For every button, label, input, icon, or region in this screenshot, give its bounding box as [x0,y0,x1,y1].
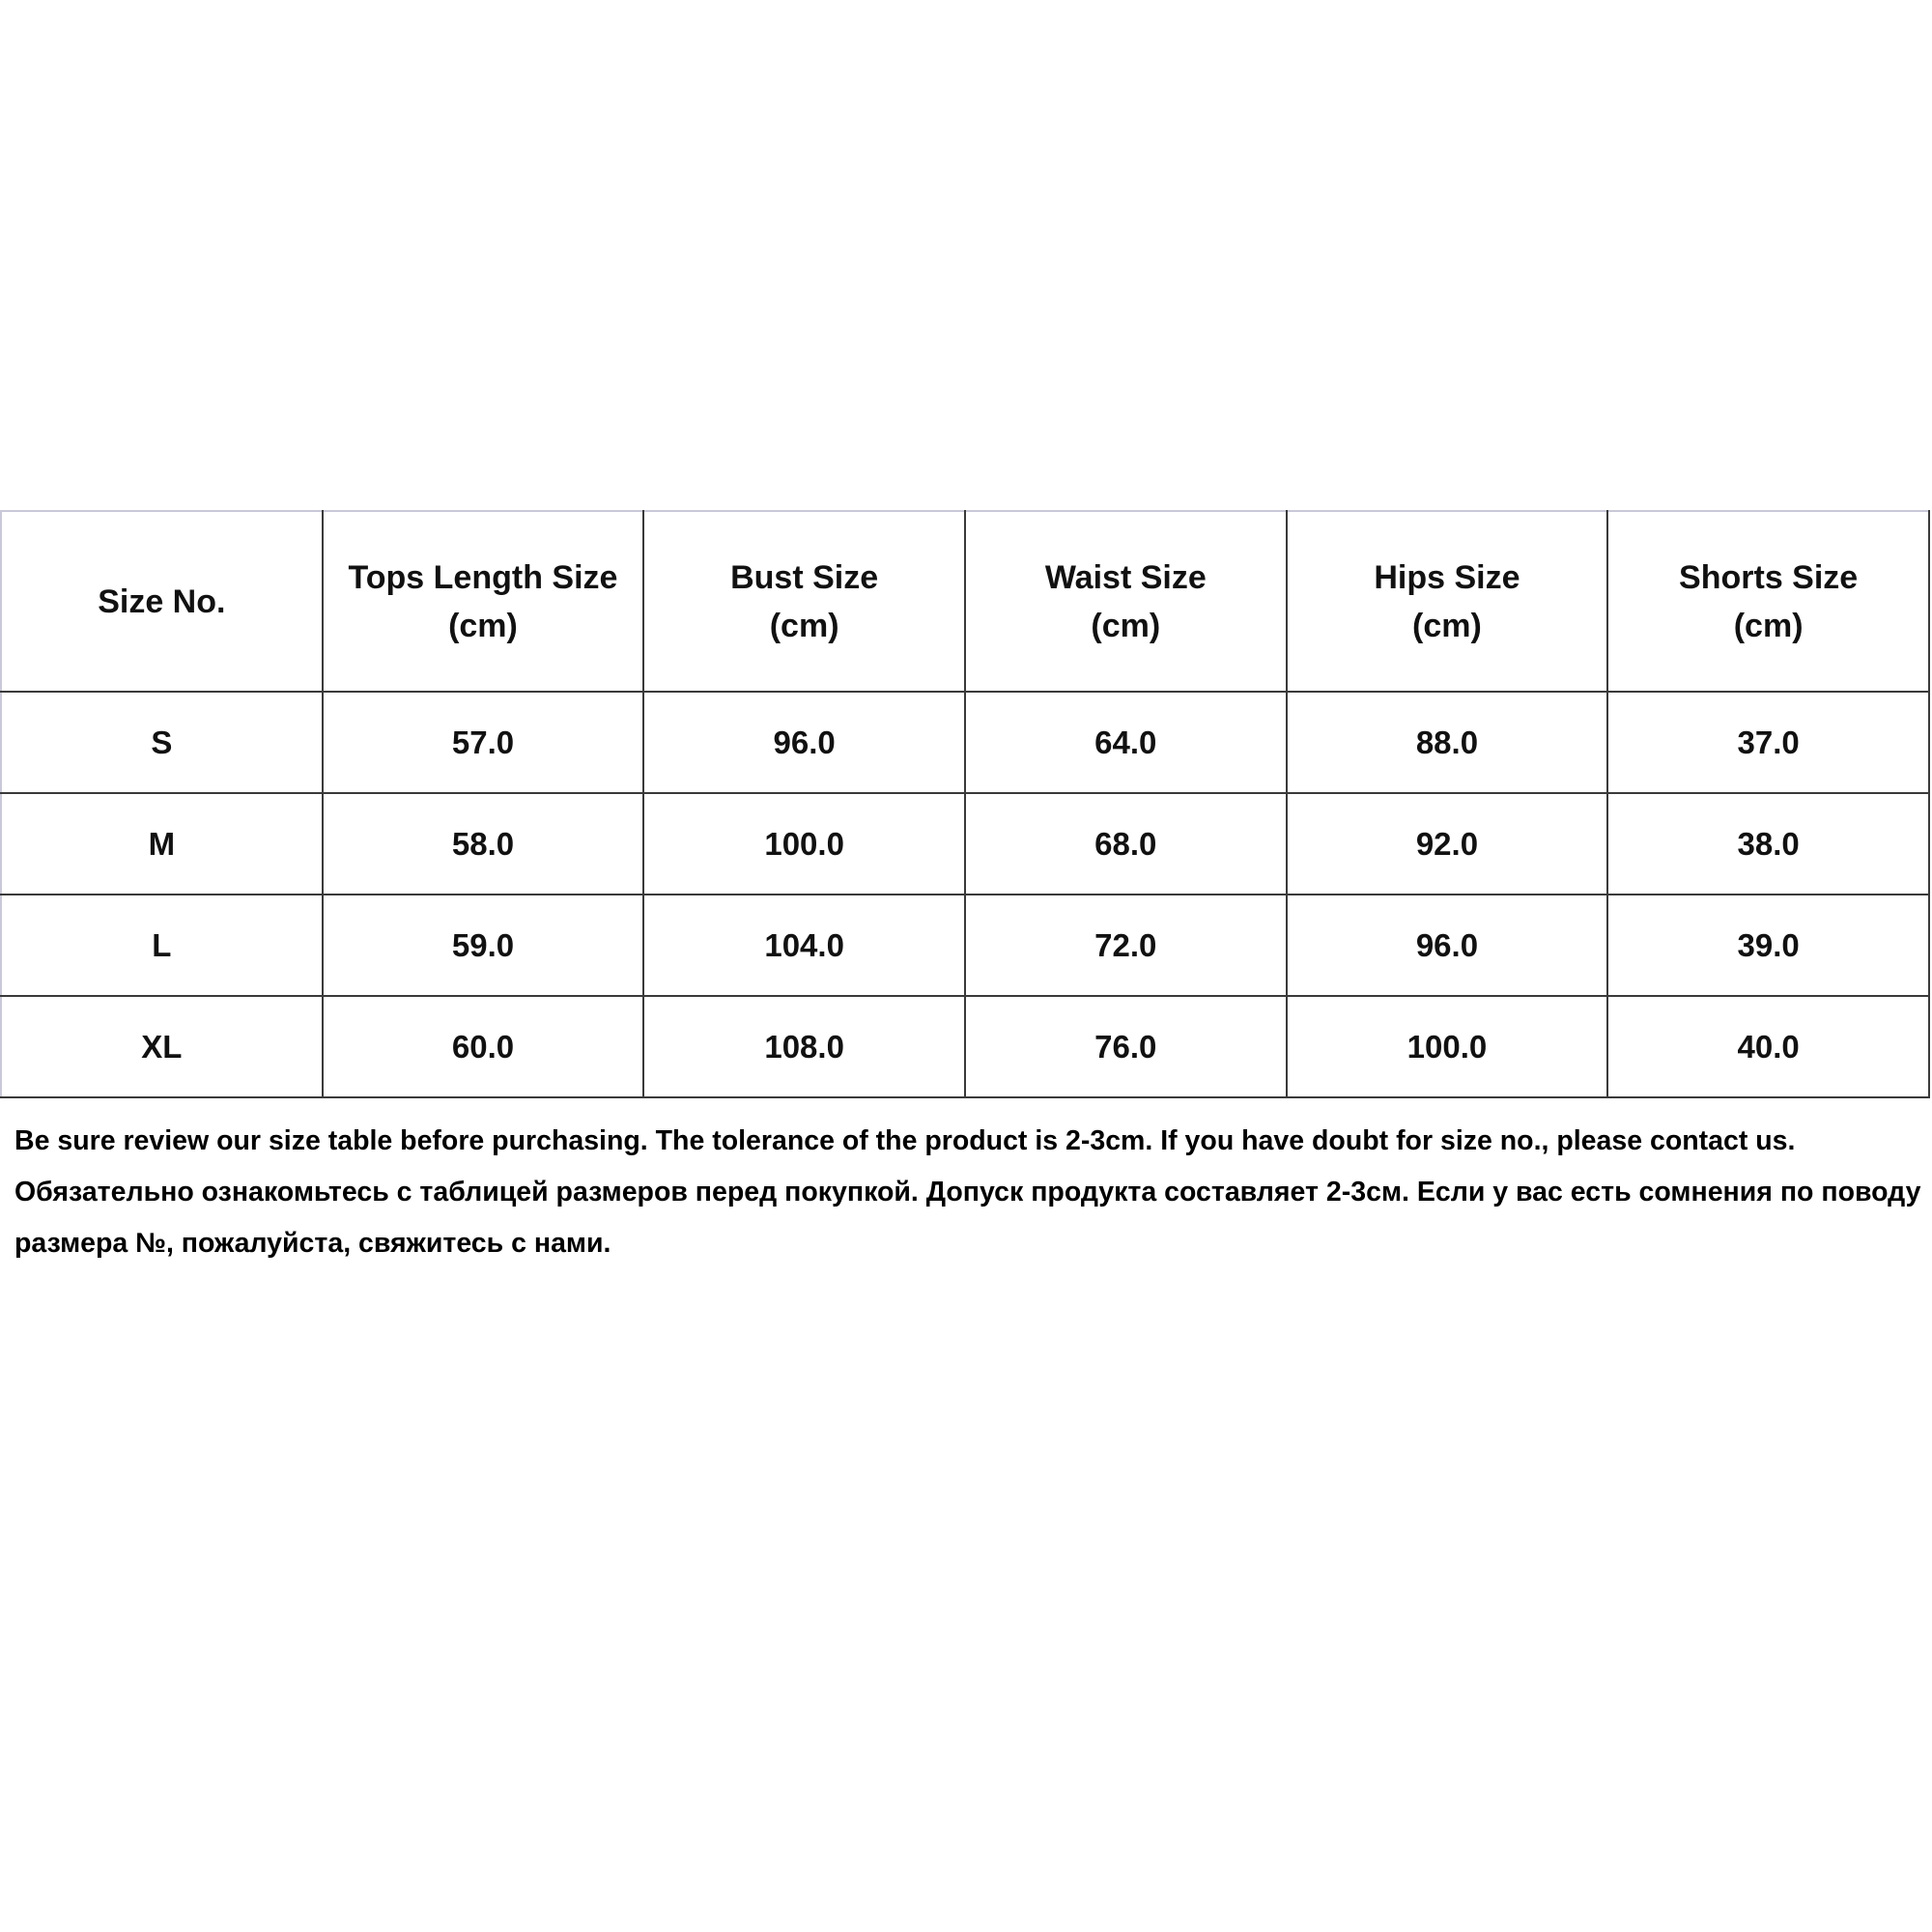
header-row [1,511,1929,692]
header-shorts-unit: (cm) [1733,607,1804,644]
table-row [1,692,1929,793]
table-row [1,895,1929,996]
cell-hips: 96.0 [1287,895,1608,996]
cell-tops-length: 58.0 [323,793,644,895]
cell-tops-length: 59.0 [323,895,644,996]
size-note-english: Be sure review our size table before purchasing. The tolerance of the product is 2-3cm. If you have doubt for size no., please contact us. [14,1125,1796,1156]
cell-bust: 104.0 [643,895,965,996]
header-tops-length [323,511,644,692]
cell-waist: 64.0 [965,692,1287,793]
header-tops-length-label: Tops Length Size [348,558,618,596]
cell-size: L [1,895,323,996]
cell-waist: 68.0 [965,793,1287,895]
header-size-no-label: Size No. [98,582,226,620]
cell-bust: 96.0 [643,692,965,793]
cell-hips: 100.0 [1287,996,1608,1097]
header-waist-label: Waist Size [1044,558,1207,596]
cell-waist: 76.0 [965,996,1287,1097]
cell-size: XL [1,996,323,1097]
size-note [14,1116,1922,1269]
cell-size: S [1,692,323,793]
table-row [1,793,1929,895]
cell-shorts: 39.0 [1607,895,1929,996]
cell-shorts: 38.0 [1607,793,1929,895]
cell-waist: 72.0 [965,895,1287,996]
header-shorts-label: Shorts Size [1679,558,1859,596]
header-size-no [1,511,323,692]
header-waist [965,511,1287,692]
size-table [0,510,1930,1098]
cell-bust: 108.0 [643,996,965,1097]
header-hips-label: Hips Size [1374,558,1520,596]
cell-shorts: 40.0 [1607,996,1929,1097]
cell-size: M [1,793,323,895]
header-bust-label: Bust Size [730,558,879,596]
cell-tops-length: 60.0 [323,996,644,1097]
header-shorts [1607,511,1929,692]
cell-hips: 88.0 [1287,692,1608,793]
table-row [1,996,1929,1097]
header-hips [1287,511,1608,692]
cell-shorts: 37.0 [1607,692,1929,793]
header-tops-length-unit: (cm) [448,607,518,644]
cell-bust: 100.0 [643,793,965,895]
header-bust [643,511,965,692]
cell-tops-length: 57.0 [323,692,644,793]
header-waist-unit: (cm) [1091,607,1161,644]
header-hips-unit: (cm) [1412,607,1482,644]
header-bust-unit: (cm) [769,607,839,644]
cell-hips: 92.0 [1287,793,1608,895]
size-note-russian: Обязательно ознакомьтесь с таблицей размеров перед покупкой. Допуск продукта составляет 2-3см. Если у вас есть сомнения по поводу размера №, пожалуйста, свяжитесь с нами. [14,1177,1921,1259]
